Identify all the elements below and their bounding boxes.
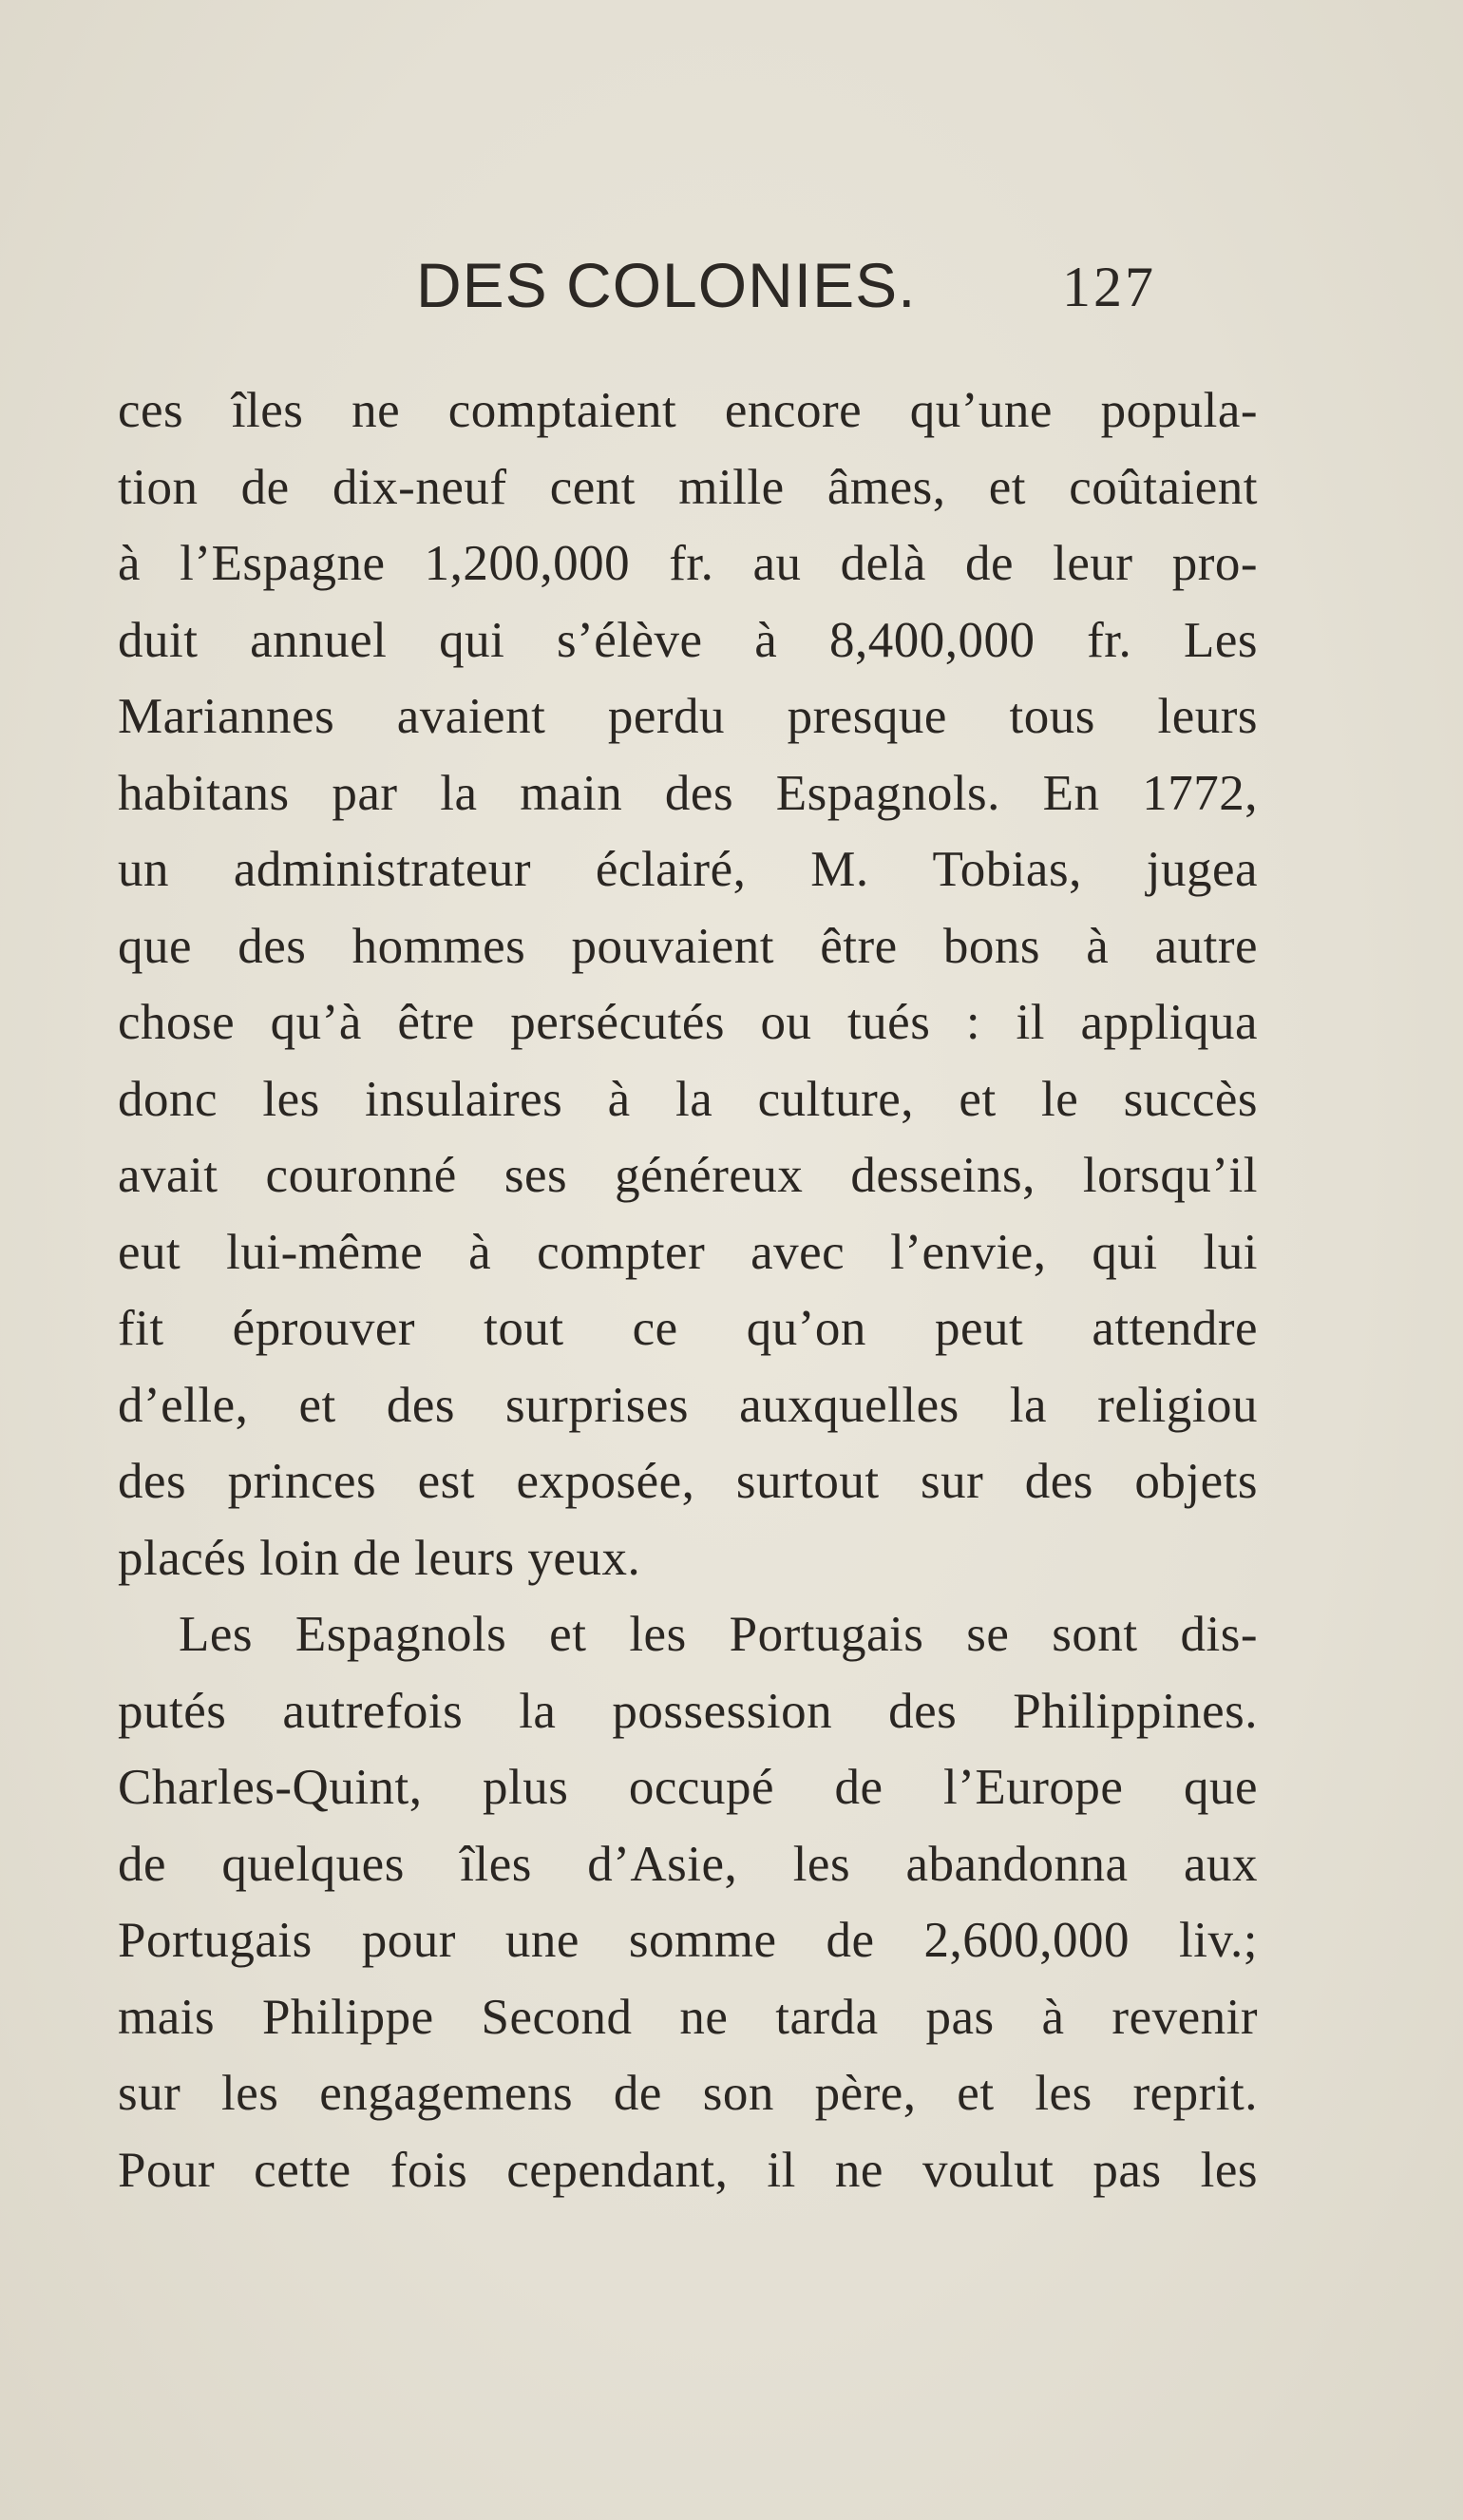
text-line: à l’Espagne 1,200,000 fr. au delà de leur pro- <box>118 536 1258 591</box>
text-line: habitans par la main des Espagnols. En 1772, <box>118 765 1258 821</box>
text-line: un administrateur éclairé, M. Tobias, jugea <box>118 842 1258 897</box>
text-line: placés loin de leurs yeux. <box>118 1530 641 1586</box>
page-number: 127 <box>1062 256 1156 318</box>
text-line: putés autrefois la possession des Philippines. <box>118 1683 1258 1739</box>
text-line: que des hommes pouvaient être bons à autre <box>118 918 1258 974</box>
text-line: donc les insulaires à la culture, et le succès <box>118 1071 1258 1127</box>
text-line: duit annuel qui s’élève à 8,400,000 fr. Les <box>118 612 1258 668</box>
page-header <box>0 249 1463 334</box>
body-text <box>118 372 1258 2208</box>
text-line: Mariannes avaient perdu presque tous leurs <box>118 689 1258 744</box>
text-line: Les Espagnols et les Portugais se sont dis- <box>179 1607 1258 1662</box>
text-line: eut lui-même à compter avec l’envie, qui lui <box>118 1224 1258 1280</box>
text-line: de quelques îles d’Asie, les abandonna aux <box>118 1836 1258 1892</box>
running-head: DES COLONIES. <box>416 250 917 320</box>
paragraph <box>118 1596 1258 2208</box>
text-line: d’elle, et des surprises auxquelles la religiou <box>118 1377 1258 1433</box>
text-line: mais Philippe Second ne tarda pas à revenir <box>118 1989 1258 2045</box>
text-line: Pour cette fois cependant, il ne voulut pas les <box>118 2142 1258 2198</box>
text-line: avait couronné ses généreux desseins, lorsqu’il <box>118 1148 1258 1203</box>
text-line: des princes est exposée, surtout sur des objets <box>118 1454 1258 1509</box>
text-line: Portugais pour une somme de 2,600,000 liv.; <box>118 1913 1258 1968</box>
text-line: sur les engagemens de son père, et les reprit. <box>118 2066 1258 2121</box>
paragraph <box>118 372 1258 1596</box>
text-line: ces îles ne comptaient encore qu’une popula- <box>118 383 1258 438</box>
text-line: chose qu’à être persécutés ou tués : il appliqua <box>118 995 1258 1050</box>
text-line: fit éprouver tout ce qu’on peut attendre <box>118 1301 1258 1356</box>
text-line: Charles-Quint, plus occupé de l’Europe que <box>118 1760 1258 1815</box>
text-line: tion de dix-neuf cent mille âmes, et coûtaient <box>118 459 1258 515</box>
